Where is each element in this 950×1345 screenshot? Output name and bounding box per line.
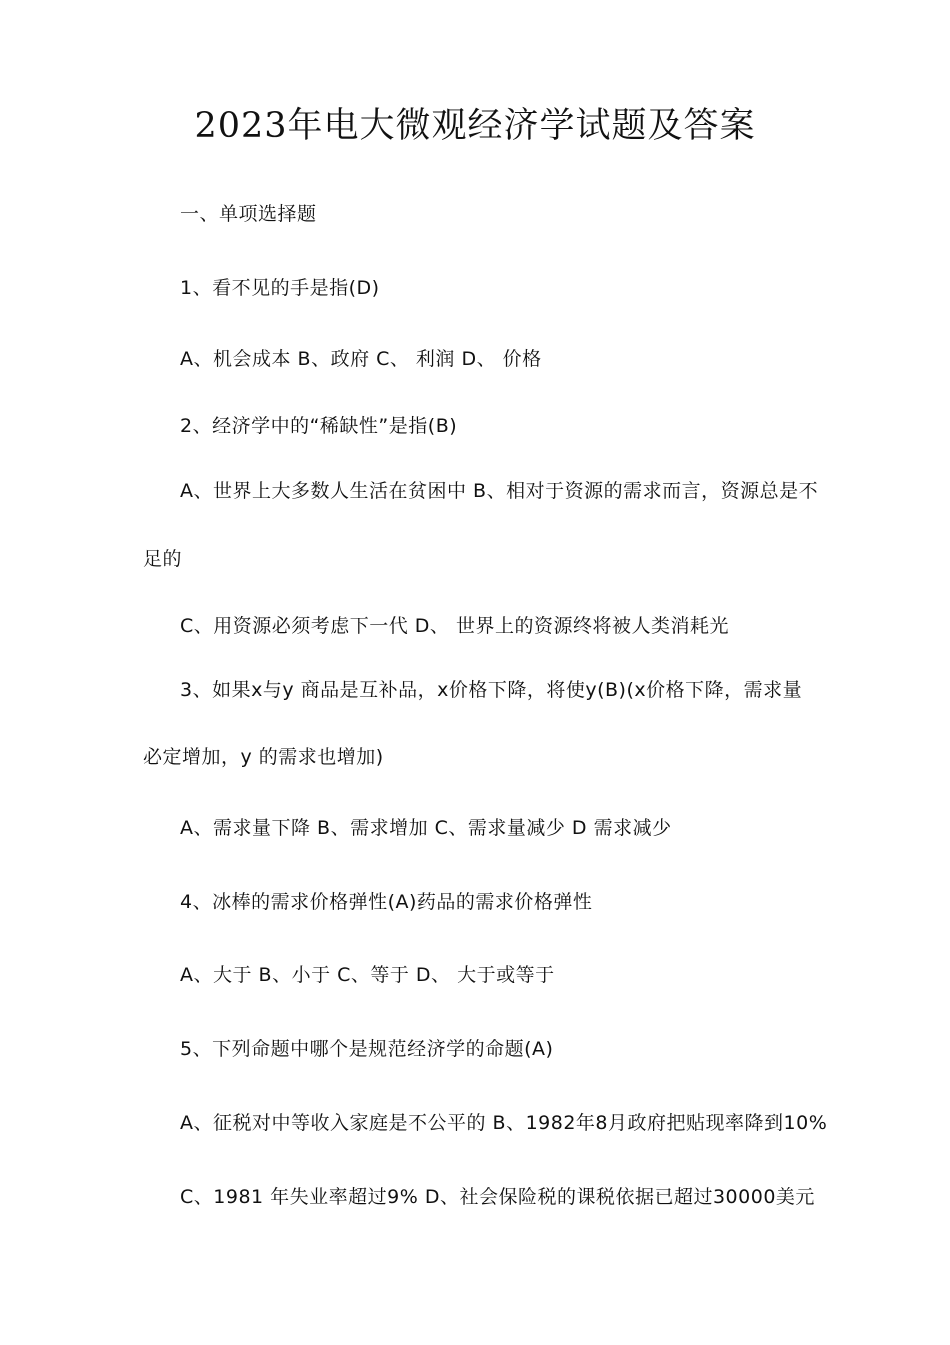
question-2-options-line-3: C、用资源必须考虑下一代 D、 世界上的资源终将被人类消耗光 (180, 615, 729, 637)
question-4-options: A、大于 B、小于 C、等于 D、 大于或等于 (180, 964, 555, 986)
question-1-options: A、机会成本 B、政府 C、 利润 D、 价格 (180, 348, 542, 370)
question-5-options-line-1: A、征税对中等收入家庭是不公平的 B、1982年8月政府把贴现率降到10% (180, 1112, 828, 1134)
question-4: 4、冰棒的需求价格弹性(A)药品的需求价格弹性 (180, 891, 593, 913)
question-5: 5、下列命题中哪个是规范经济学的命题(A) (180, 1038, 554, 1060)
question-2-options-line-2: 足的 (143, 548, 183, 570)
document-title: 2023年电大微观经济学试题及答案 (194, 106, 756, 146)
question-2: 2、经济学中的“稀缺性”是指(B) (180, 415, 458, 437)
question-3-line-1: 3、如果x与y 商品是互补品，x价格下降，将使y(B)(x价格下降，需求量 (180, 679, 803, 701)
question-3-options: A、需求量下降 B、需求增加 C、需求量减少 D 需求减少 (180, 817, 672, 839)
section-heading: 一、单项选择题 (180, 203, 317, 225)
question-3-line-2: 必定增加，y 的需求也增加) (143, 746, 384, 768)
question-1: 1、看不见的手是指(D) (180, 277, 380, 299)
question-5-options-line-2: C、1981 年失业率超过9% D、社会保险税的课税依据已超过30000美元 (180, 1186, 815, 1208)
question-2-options-line-1: A、世界上大多数人生活在贫困中 B、相对于资源的需求而言，资源总是不 (180, 480, 819, 502)
